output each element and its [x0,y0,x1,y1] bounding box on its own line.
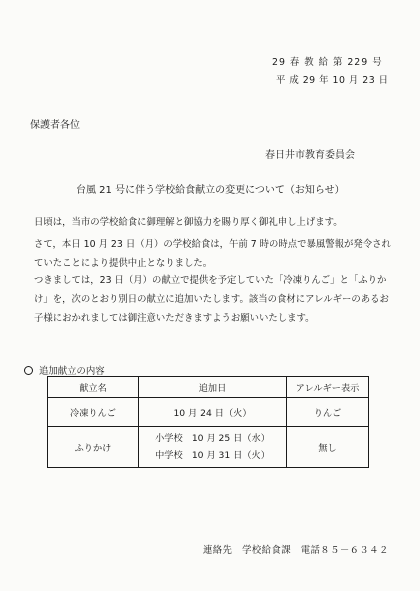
recipient: 保護者各位 [30,120,80,131]
added-menu-table [47,376,369,468]
cell-added-date: 10 月 24 日（火） [139,398,287,427]
header-allergy: アレルギー表示 [287,377,369,398]
section-heading [24,363,105,377]
cell-allergy: りんご [287,398,369,427]
circle-bullet-icon [24,366,33,375]
header-menu-name: 献立名 [48,377,139,398]
document-number: 29 春 教 給 第 229 号 [272,57,383,68]
sender: 春日井市教育委員会 [265,150,355,161]
header-added-date: 追加日 [139,377,287,398]
section-label: 追加献立の内容 [39,366,105,377]
notice-title: 台風 21 号に伴う学校給食献立の変更について（お知らせ） [76,185,345,196]
date-elementary: 小学校 10 月 25 日（水） [155,433,270,444]
date-junior-high: 中学校 10 月 31 日（火） [155,450,270,461]
body-paragraph-addition: つきましては，23 日（月）の献立で提供を予定していた「冷凍りんご」と「ふりかけ」を，次のとおり別日の献立に追加いたします。該当の食材にアレルギーのあるお子様におかれましては御注意いただきますようお願いいたします。 [34,275,389,324]
document-date: 平 成 29 年 10 月 23 日 [276,75,389,86]
table-header-row [48,377,369,398]
cell-allergy: 無し [287,427,369,468]
cell-menu-name: ふりかけ [48,427,139,468]
cell-menu-name: 冷凍りんご [48,398,139,427]
cell-added-dates [139,427,287,468]
table-row [48,398,369,427]
body-paragraph-greeting: 日頃は，当市の学校給食に御理解と御協力を賜り厚く御礼申し上げます。 [34,217,343,228]
body-paragraph-cancellation: さて，本日 10 月 23 日（月）の学校給食は，午前 7 時の時点で暴風警報が発令されていたことにより提供中止となりました。 [34,239,391,269]
contact-info: 連絡先 学校給食課 電話８５－６３４２ [203,545,389,556]
table-row [48,427,369,468]
